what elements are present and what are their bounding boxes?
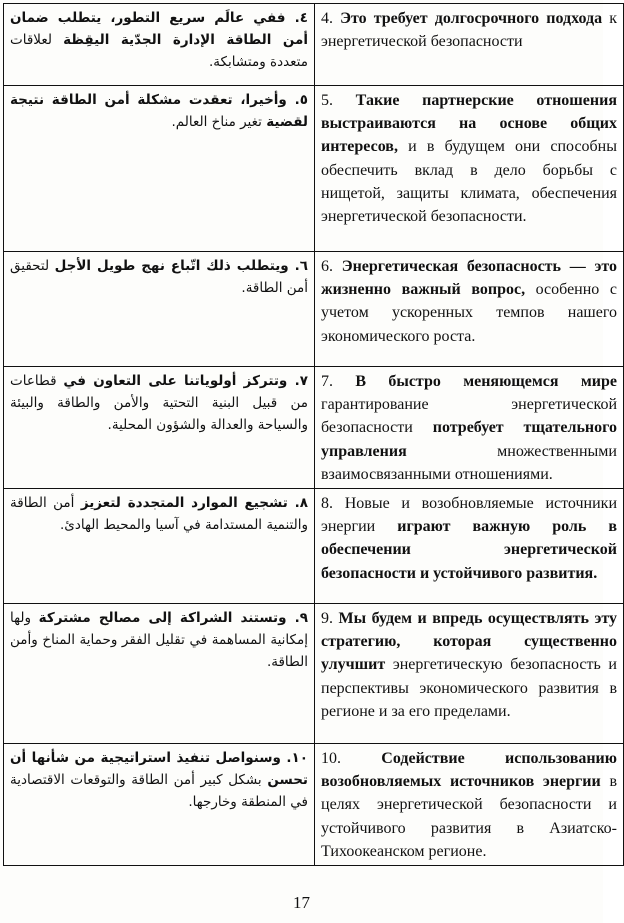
arabic-cell	[4, 4, 315, 86]
russian-cell	[315, 4, 624, 86]
russian-bold-text: играют важную роль в обеспечении энергетической безопасности и устойчивого развития.	[321, 518, 617, 582]
table-row	[4, 252, 624, 367]
table-row	[4, 489, 624, 604]
arabic-bold-text: ٦. ويتطلب ذلك اتّباع نهج طويل الأجل	[54, 258, 308, 274]
arabic-cell	[4, 252, 315, 367]
russian-text: множественными взаимосвязанными отношениями.	[321, 442, 617, 483]
russian-bold-text: Энергетическая безопасность — это жизненно важный вопрос,	[321, 258, 618, 299]
russian-text: гарантирование энергетической безопасности	[321, 396, 617, 437]
arabic-text: قطاعات من قبيل البنية التحتية والأمن والطاقة والبيئة والسياحة والعدالة والشؤون المحلية.	[10, 373, 308, 433]
russian-bold-text: Это требует долгосрочного подхода	[340, 10, 603, 27]
table-row	[4, 604, 624, 744]
russian-text: и в будущем они способны обеспечить вклад в дело борьбы с нищетой, защиты климата, обеспечения энергетической безопасности.	[321, 138, 617, 226]
arabic-cell	[4, 86, 315, 252]
table-row	[4, 367, 624, 489]
row-number: 6.	[321, 258, 333, 275]
russian-bold-text: Такие партнерские отношения выстраиваются на основе общих интересов,	[321, 92, 618, 156]
russian-bold-text: Содействие использованию возобновляемых источников энергии	[321, 750, 617, 791]
russian-text: в целях энергетической безопасности и устойчивого развития в Азиатско-Тихоокеанском регионе.	[321, 773, 618, 860]
table-row	[4, 744, 624, 866]
arabic-bold-text: ١٠. وسنواصل تنفيذ استراتيجية من شأنها أن تحسن	[10, 750, 308, 789]
arabic-cell	[4, 489, 315, 604]
arabic-bold-text: ٨. تشجيع الموارد المتجددة لتعزيز	[80, 495, 308, 512]
russian-text: к энергетической безопасности	[321, 10, 617, 51]
russian-cell	[315, 367, 624, 489]
arabic-cell	[4, 604, 315, 744]
table-row	[4, 4, 624, 86]
arabic-bold-text: ٧. وتتركز أولوياتنا على التعاون في	[63, 373, 308, 389]
row-number: 9.	[321, 610, 333, 628]
row-number: 5.	[321, 92, 333, 109]
arabic-text: ولها إمكانية المساهمة في تقليل الفقر وحماية المناخ وأمن الطاقة.	[10, 610, 308, 671]
arabic-text: لعلاقات متعددة ومتشابكة.	[10, 32, 308, 70]
russian-bold-text: В быстро меняющемся мире	[355, 373, 618, 390]
russian-cell	[315, 489, 624, 604]
arabic-bold-text: ٥. وأخيرا، تعقدت مشكلة أمن الطاقة نتيجة لقضية	[10, 92, 308, 130]
row-number: 8.	[321, 495, 333, 513]
russian-text: Новые и возобновляемые источники энергии	[321, 495, 618, 536]
page-number: 17	[293, 893, 310, 912]
row-number: 7.	[321, 373, 333, 390]
russian-bold-text: потребует тщательного управления	[321, 419, 617, 460]
russian-cell	[315, 252, 624, 367]
arabic-text: تغير مناخ العالم.	[171, 114, 267, 130]
arabic-text: لتحقيق أمن الطاقة.	[10, 258, 308, 296]
arabic-cell	[4, 744, 315, 866]
row-number: 10.	[321, 750, 341, 768]
table-row	[4, 86, 624, 252]
arabic-text: بشكل كبير أمن الطاقة والتوقعات الاقتصادية في المنطقة وخارجها.	[10, 772, 308, 811]
russian-cell	[315, 744, 624, 866]
russian-text: особенно с учетом ускоренных темпов нашего экономического роста.	[321, 281, 617, 345]
arabic-cell	[4, 367, 315, 489]
bilingual-table	[3, 3, 624, 866]
russian-text: энергетическую безопасность и перспективы экономического развития в регионе и за его пределами.	[321, 656, 617, 720]
row-number: 4.	[321, 10, 333, 27]
russian-bold-text: Мы будем и впредь осуществлять эту стратегию, которая существенно улучшит	[321, 610, 617, 674]
russian-cell	[315, 86, 624, 252]
arabic-bold-text: ٤. ففي عالَم سريع التطور، يتطلب ضمان أمن الطاقة الإدارة الجدّية اليقِظة	[10, 10, 308, 48]
russian-cell	[315, 604, 624, 744]
arabic-bold-text: ٩. وتستند الشراكة إلى مصالح مشتركة	[38, 610, 308, 627]
arabic-text: أمن الطاقة والتنمية المستدامة في آسيا والمحيط الهادئ.	[10, 495, 308, 534]
